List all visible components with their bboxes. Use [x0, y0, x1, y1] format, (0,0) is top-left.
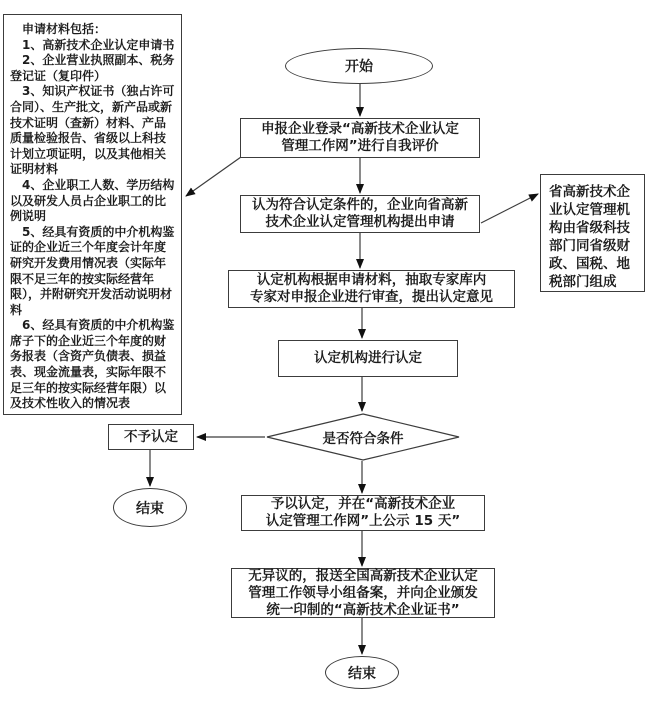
end-terminator-bottom: [325, 656, 399, 689]
step-filing-line3: 统一印制的“高新技术企业证书”: [266, 601, 460, 618]
materials-list-box: [3, 14, 182, 415]
step-publicity-line2: 认定管理工作网”上公示 15 天”: [265, 513, 461, 529]
step-certification: [278, 340, 458, 377]
decision-label: 是否符合条件: [322, 431, 404, 447]
decision-diamond: [265, 413, 461, 461]
step-expert-review-line1: 认定机构根据申请材料，抽取专家库内: [256, 272, 487, 288]
not-certified-label: 不予认定: [124, 428, 178, 445]
step-certification-label: 认定机构进行认定: [314, 350, 422, 366]
arrow-apply-to-orgbox: [481, 194, 538, 223]
step-apply-line1: 认为符合认定条件的，企业向省高新: [252, 197, 468, 213]
end-left-label: 结束: [136, 500, 164, 517]
materials-item-2: 2、企业营业执照副本、税务登记证（复印件）: [10, 53, 175, 83]
step-expert-review: [228, 270, 515, 308]
step-apply: [240, 195, 480, 233]
org-composition-line4: 部门同省级财: [549, 238, 630, 254]
step-filing-line1: 无异议的，报送全国高新技术企业认定: [248, 567, 478, 584]
org-composition-box: [540, 174, 645, 292]
step-self-evaluation-line1: 申报企业登录“高新技术企业认定: [261, 121, 459, 137]
start-terminator: [285, 48, 433, 84]
arrow-selfeval-to-materials: [186, 157, 241, 196]
org-composition-line1: 省高新技术企: [549, 184, 630, 200]
materials-heading: 申请材料包括：: [22, 22, 107, 36]
org-composition-line2: 业认定管理机: [549, 202, 630, 218]
step-apply-line2: 技术企业认定管理机构提出申请: [265, 214, 455, 230]
step-self-evaluation: [240, 118, 480, 158]
step-publicity-line1: 予以认定，并在“高新技术企业: [270, 496, 456, 512]
step-expert-review-line2: 专家对申报企业进行审查，提出认定意见: [250, 289, 493, 305]
materials-item-1: 1、高新技术企业认定申请书: [22, 37, 175, 52]
step-filing: [231, 568, 495, 618]
org-composition-line5: 政、国税、地: [549, 256, 630, 272]
step-filing-line2: 管理工作领导小组备案，并向企业颁发: [248, 584, 478, 601]
end-terminator-left: [113, 488, 187, 527]
not-certified-box: [108, 424, 194, 450]
materials-item-4: 4、企业职工人数、学历结构以及研发人员占企业职工的比例说明: [10, 177, 175, 224]
materials-item-6: 6、经具有资质的中介机构鉴席子下的企业近三个年度的财务报表（含资产负债表、损益表、现金流量表，实际年限不足三年的按实际经营年限）以及技术性收入的情况表: [10, 318, 175, 411]
step-publicity: [241, 495, 485, 531]
org-composition-line6: 税部门组成: [549, 274, 617, 290]
materials-item-5: 5、经具有资质的中介机构鉴证的企业近三个年度会计年度研究开发费用情况表（实际年限不足三年的按实际经营年限），并附研究开发活动说明材料: [10, 224, 175, 317]
start-label: 开始: [345, 59, 373, 75]
org-composition-line3: 构由省级科技: [549, 220, 630, 236]
step-self-evaluation-line2: 管理工作网”进行自我评价: [281, 138, 439, 154]
materials-item-3: 3、知识产权证书（独占许可合同）、生产批文，新产品或新技术证明（查新）材料、产品质量检验报告、省级以上科技计划立项证明，以及其他相关证明材料: [10, 84, 175, 177]
end-bottom-label: 结束: [348, 665, 376, 682]
